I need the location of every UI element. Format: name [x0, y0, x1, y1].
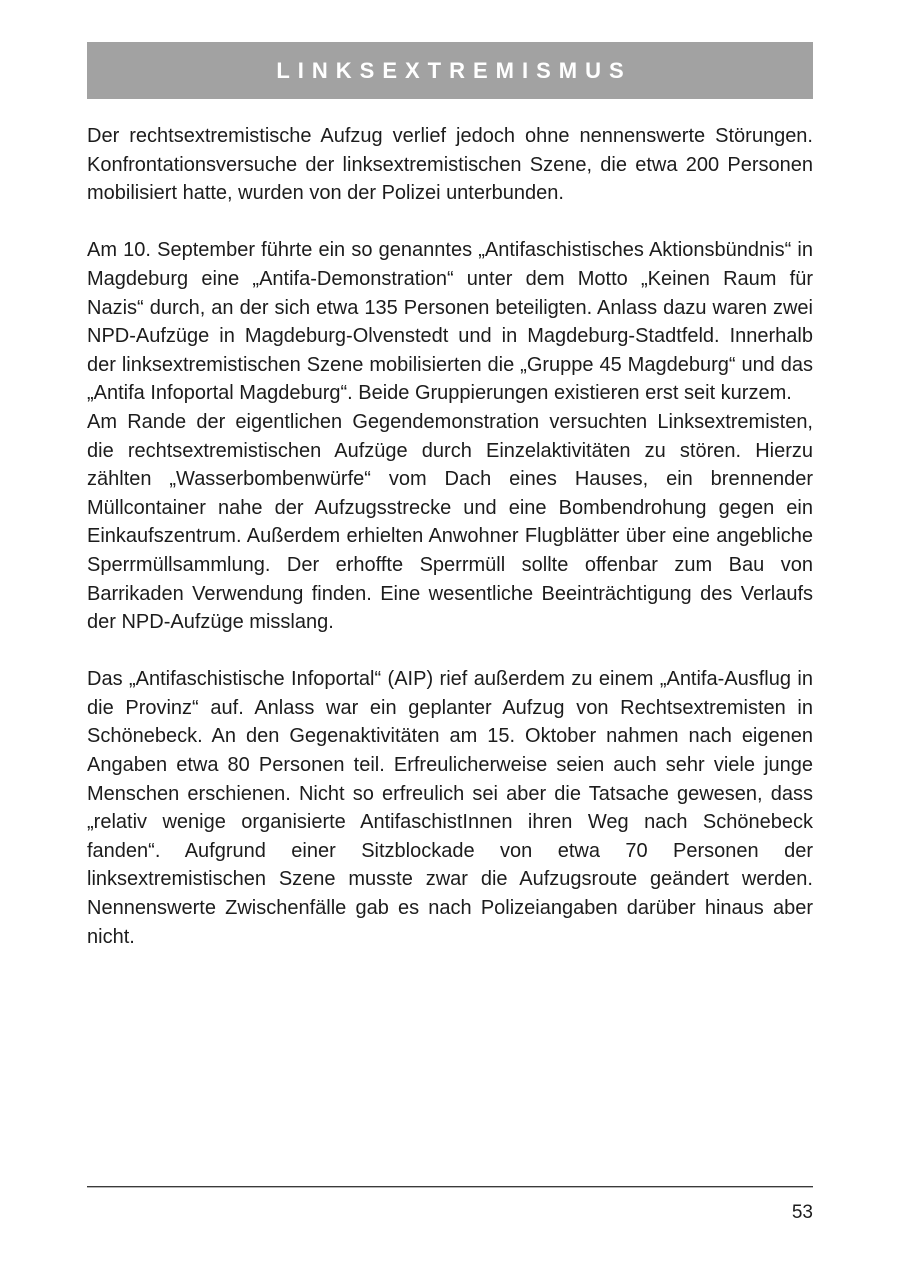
- paragraph-3: Am Rande der eigentlichen Gegendemonstration versuchten Linksextremisten, die rechtsextremistischen Aufzüge durch Einzelaktivitäten zu stören. Hierzu zählten „Wasserbombenwürfe“ vom Dach eines Hauses, ein brennender Müllcontainer nahe der Aufzugsstrecke und eine Bombendrohung gegen ein Einkaufszentrum. Außerdem erhielten Anwohner Flugblätter über eine angebliche Sperrmüllsammlung. Der erhoffte Sperrmüll sollte offenbar zum Bau von Barrikaden Verwendung finden. Eine wesentliche Beeinträchtigung des Verlaufs der NPD-Aufzüge misslang.: [87, 410, 813, 634]
- body-text: [87, 122, 813, 951]
- section-title: LINKSEXTREMISMUS: [276, 57, 632, 83]
- paragraph-4: Das „Antifaschistische Infoportal“ (AIP) rief außerdem zu einem „Antifa-Ausflug in die Provinz“ auf. Anlass war ein geplanter Aufzug von Rechtsextremisten in Schönebeck. An den Gegenaktivitäten am 15. Oktober nahmen nach eigenen Angaben etwa 80 Personen teil. Erfreulicherweise seien auch sehr viele junge Menschen erschienen. Nicht so erfreulich sei aber die Tatsache gewesen, dass „relativ wenige organisierte AntifaschistInnen ihren Weg nach Schönebeck fanden“. Aufgrund einer Sitzblockade von etwa 70 Personen der linksextremistischen Szene musste zwar die Aufzugsroute geändert werden. Nennenswerte Zwischenfälle gab es nach Polizeiangaben darüber hinaus aber nicht.: [87, 668, 813, 948]
- page-footer: [87, 1186, 813, 1224]
- footer-divider: [87, 1186, 813, 1188]
- page-number: 53: [791, 1202, 813, 1223]
- paragraph-2: Am 10. September führte ein so genanntes „Antifaschistisches Aktionsbündnis“ in Magdeburg eine „Antifa-Demonstration“ unter dem Motto „Keinen Raum für Nazis“ durch, an der sich etwa 135 Personen beteiligten. Anlass dazu waren zwei NPD-Aufzüge in Magdeburg-Olvenstedt und in Magdeburg-Stadtfeld. Innerhalb der linksextremistischen Szene mobilisierten die „Gruppe 45 Magdeburg“ und das „Antifa Infoportal Magdeburg“. Beide Gruppierungen existieren erst seit kurzem.: [87, 239, 813, 405]
- paragraph-1: Der rechtsextremistische Aufzug verlief jedoch ohne nennenswerte Störungen. Konfrontationsversuche der linksextremistischen Szene, die etwa 200 Personen mobilisiert hatte, wurden von der Polizei unterbunden.: [87, 125, 813, 205]
- section-header-banner: [87, 42, 813, 99]
